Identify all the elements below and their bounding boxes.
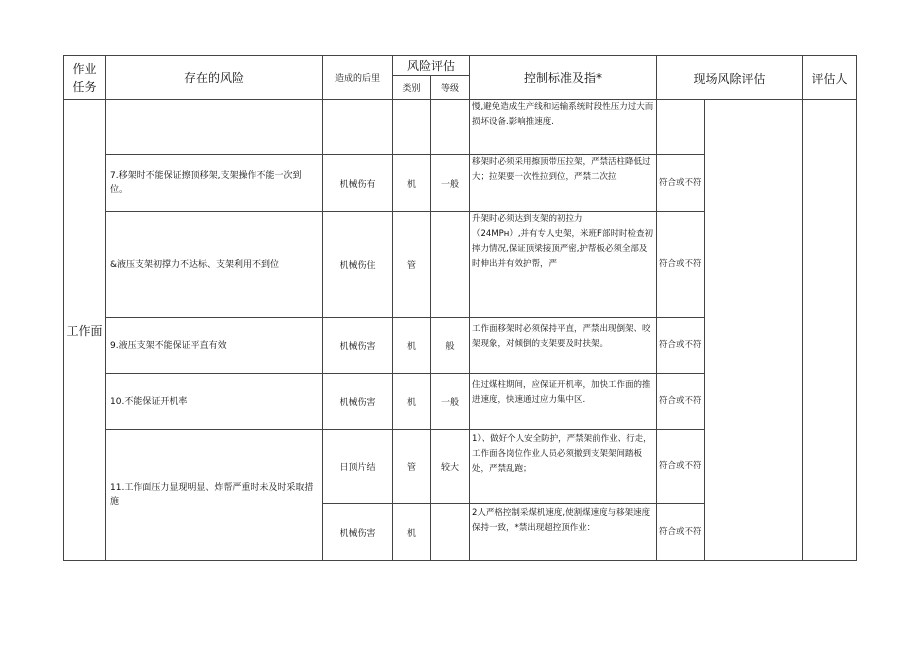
header-risk: 存在的风险 bbox=[106, 56, 323, 100]
consequence-10: 机械伤害 bbox=[323, 374, 393, 430]
header-task-line2: 任务 bbox=[72, 79, 97, 94]
assessor-column bbox=[803, 100, 857, 561]
consequence-cell-empty bbox=[323, 100, 393, 155]
category-10: 机 bbox=[393, 374, 431, 430]
header-category: 类别 bbox=[393, 76, 431, 100]
consequence-7: 机械伤有 bbox=[323, 155, 393, 212]
level-cell-empty bbox=[431, 100, 470, 155]
header-onsite: 现场风除评估 bbox=[657, 56, 803, 100]
risk-text-10: 10.不能保证开机率 bbox=[106, 374, 323, 430]
category-11b: 机 bbox=[393, 504, 431, 561]
risk-cell-empty bbox=[106, 100, 323, 155]
header-control: 控制标准及指* bbox=[470, 56, 657, 100]
level-8 bbox=[431, 212, 470, 318]
level-9: 般 bbox=[431, 318, 470, 374]
onsite-blank-column bbox=[705, 100, 803, 561]
category-7: 机 bbox=[393, 155, 431, 212]
control-text-9: 工作面移架时必须保持平直，严禁出现倒架、咬架现象，对倾倒的支架要及时扶架。 bbox=[470, 318, 657, 374]
onsite-result-7: 符合或不符 bbox=[657, 155, 705, 212]
risk-text-8: &液压支架初撑力不达标、支架利用不到位 bbox=[106, 212, 323, 318]
consequence-11b: 机械伤害 bbox=[323, 504, 393, 561]
level-11a: 较大 bbox=[431, 430, 470, 504]
onsite-result-9: 符合或不符 bbox=[657, 318, 705, 374]
level-7: 一般 bbox=[431, 155, 470, 212]
header-task-line1: 作业 bbox=[72, 61, 97, 76]
consequence-8: 机械伤住 bbox=[323, 212, 393, 318]
risk-text-11: 11.工作面压力显现明显、炸帮严重时未及时采取措施 bbox=[106, 430, 323, 561]
level-10: 一般 bbox=[431, 374, 470, 430]
header-assessment: 风险评估 bbox=[393, 56, 470, 76]
risk-assessment-table bbox=[63, 55, 857, 561]
control-text-10: 住过煤柱期间，应保证开机率，加快工作面的推进速度，快速通过应力集中区. bbox=[470, 374, 657, 430]
control-text-8-b: （24MPн）,并有专人史架，米班F部时时检查初摔力情况,保证顶梁接顶严密,护帮板必须全部及时伸出并有效护帮，严 bbox=[472, 229, 653, 269]
onsite-cell-empty bbox=[657, 100, 705, 155]
header-consequence: 造成的后里 bbox=[323, 56, 393, 100]
consequence-11a: 日顶片结 bbox=[323, 430, 393, 504]
control-text-row0: 慢,避免造成生产线和运输系统时段性压力过大而损坏设备.影响推速度. bbox=[470, 100, 657, 155]
onsite-result-11b: 符合或不符 bbox=[657, 504, 705, 561]
control-text-8-a: 升架时必须达到支架的初拉力 bbox=[472, 214, 583, 224]
consequence-9: 机械伤害 bbox=[323, 318, 393, 374]
header-assessor: 评估人 bbox=[803, 56, 857, 100]
onsite-result-8: 符合或不符 bbox=[657, 212, 705, 318]
category-11a: 管 bbox=[393, 430, 431, 504]
header-level: 等级 bbox=[431, 76, 470, 100]
risk-text-9: 9.液压支架不能保证平直有效 bbox=[106, 318, 323, 374]
header-task bbox=[64, 56, 106, 100]
onsite-result-11a: 符合或不符 bbox=[657, 430, 705, 504]
control-text-11a: 1）、做好个人安全防护，严禁架前作业、行走，工作面各岗位作业人员必须撤到支架架间踏板处，严禁乱跑； bbox=[470, 430, 657, 504]
control-text-11b: 2人严格控制采煤机速度,使割煤速度与移架速度保持一致，*禁出现超控顶作业： bbox=[470, 504, 657, 561]
control-text-8 bbox=[470, 212, 657, 318]
category-9: 机 bbox=[393, 318, 431, 374]
level-11b bbox=[431, 504, 470, 561]
control-text-7: 移架时必须采用擦顶带压拉架，严禁活柱降低过大；拉架要一次性拉到位，严禁二次拉 bbox=[470, 155, 657, 212]
category-8: 管 bbox=[393, 212, 431, 318]
risk-text-7: 7.移架时不能保证擦顶移架,支架操作不能一次到位。 bbox=[106, 155, 323, 212]
task-name: 工作面 bbox=[64, 100, 106, 561]
onsite-result-10: 符合或不符 bbox=[657, 374, 705, 430]
category-cell-empty bbox=[393, 100, 431, 155]
